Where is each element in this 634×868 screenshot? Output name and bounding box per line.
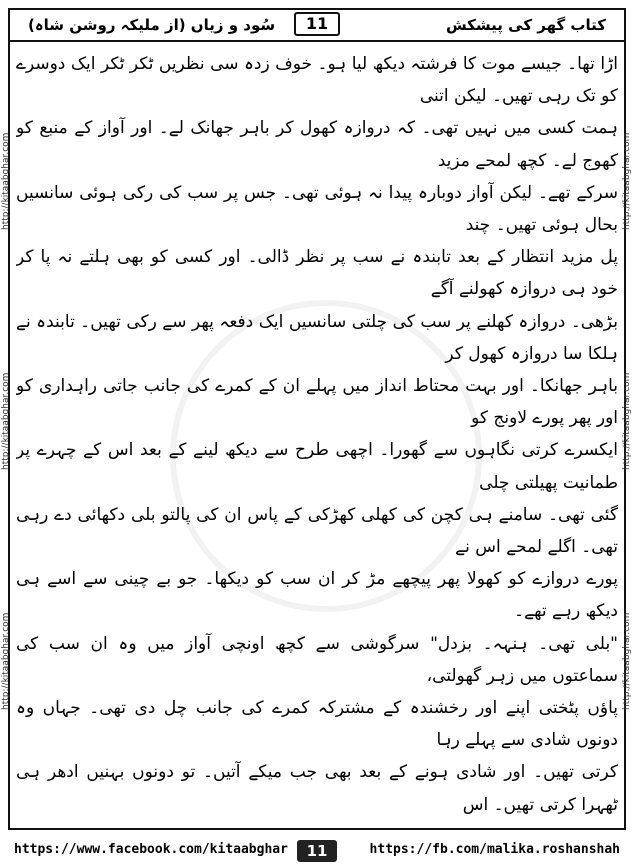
body-line: باہر جھانکا۔ اور بہت محتاط انداز میں پہلے ان کے کمرے کی جانب جاتی راہداری کو اور پھر پورے لاونج کو: [16, 376, 618, 429]
book-title: سُود و زیاں (از ملیکہ روشن شاہ): [28, 16, 276, 34]
side-watermark-right-1: http://kitaabghar.com: [622, 132, 632, 230]
body-line: پاؤں پٹختی اپنے اور رخشندہ کے مشترکہ کمرے کی جانب چل دی تھی۔ جہاں وہ دونوں شادی سے پہلے رہا: [16, 698, 618, 751]
body-line: کرتی تھیں۔ اور شادی ہونے کے بعد بھی جب میکے آتیں۔ تو دونوں بہنیں ادھر ہی ٹھہرا کرتی تھیں۔ اس: [16, 762, 618, 815]
body-line: ایکسرے کرتی نگاہوں سے گھورا۔ اچھی طرح سے دیکھ لینے کے بعد اس کے چہرے پر طمانیت پھیلتی چلی: [16, 440, 618, 493]
side-watermark-left-3: http://kitaabghar.com: [1, 612, 11, 710]
side-watermark-right-2: http://kitaabghar.com: [622, 372, 632, 470]
body-line: ہمت کسی میں نہیں تھی۔ کہ دروازہ کھول کر باہر جھانک لے۔ اور آواز کے منبع کو کھوج لے۔ کچھ لمحے مزید: [16, 118, 618, 171]
page-header: [8, 8, 626, 42]
side-watermark-right-3: http://kitaabghar.com: [622, 612, 632, 710]
body-line: سرکے تھے۔ لیکن آواز دوبارہ پیدا نہ ہوئی تھی۔ جس پر سب کی رکی ہوئی سانسیں بحال ہوئی تھیں۔ چند: [16, 182, 618, 236]
page-body: [16, 48, 618, 824]
footer-page-number: 11: [297, 840, 337, 862]
body-line: [16, 821, 618, 824]
body-line: "بلی تھی۔ ہنہہ۔ بزدل" سرگوشی سے کچھ اونچی آواز میں وہ ان سب کی سماعتوں میں زہر گھولتی،: [16, 633, 618, 686]
body-line: اڑا تھا۔ جیسے موت کا فرشتہ دیکھ لیا ہو۔ خوف زدہ سی نظریں ٹکر ٹکر ایک دوسرے کو تک رہی تھیں۔ لیکن اتنی: [16, 54, 618, 107]
header-divider: [8, 40, 626, 42]
header-page-number: 11: [294, 12, 340, 36]
page-footer: [0, 838, 634, 864]
body-line: پورے دروازے کو کھولا پھر پیچھے مڑ کر ان سب کو دیکھا۔ جو بے چینی سے اسے ہی دیکھ رہے تھے۔: [16, 569, 618, 622]
side-watermark-left-1: http://kitaabghar.com: [1, 132, 11, 230]
side-watermark-left-2: http://kitaabghar.com: [1, 372, 11, 470]
body-line: بڑھی۔ دروازہ کھلنے پر سب کی چلتی سانسیں ایک دفعہ پھر سے رکی تھیں۔ تابندہ نے ہلکا سا دروازہ کھول کر: [16, 311, 618, 364]
body-line: گئی تھی۔ سامنے ہی کچن کی کھلی کھڑکی کے پاس ان کی پالتو بلی دکھائی دے رہی تھی۔ اگلے لمحے اس نے: [16, 504, 618, 558]
facebook-link[interactable]: https://www.facebook.com/kitaabghar: [14, 842, 288, 857]
body-line: پل مزید انتظار کے بعد تابندہ نے سب پر نظر ڈالی۔ اور کسی کو بھی ہلتے نہ پا کر خود ہی دروازہ کھولنے آگے: [16, 247, 618, 300]
author-facebook-link[interactable]: https://fb.com/malika.roshanshah: [369, 842, 620, 857]
publisher-label: کتاب گھر کی پیشکش: [445, 16, 606, 34]
